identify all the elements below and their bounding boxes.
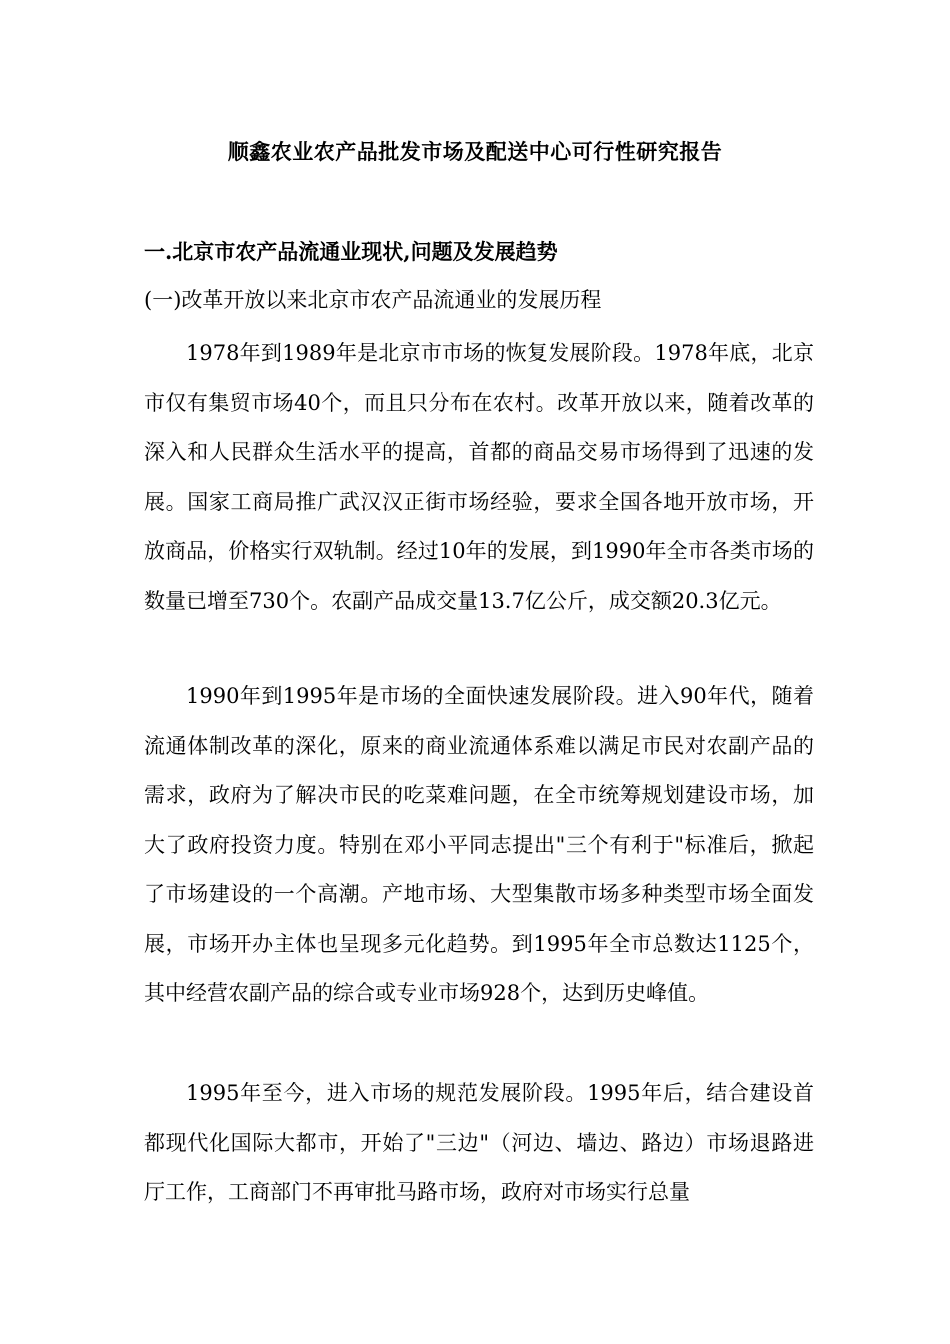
body-paragraph-1: 1978年到1989年是北京市市场的恢复发展阶段。1978年底，北京市仅有集贸市场40个，而且只分布在农村。改革开放以来，随着改革的深入和人民群众生活水平的提高，首都的商品交易市场得到了迅速的发展。国家工商局推广武汉汉正街市场经验，要求全国各地开放市场，开放商品，价格实行双轨制。经过10年的发展，到1990年全市各类市场的数量已增至730个。农副产品成交量13.7亿公斤，成交额20.3亿元。 xyxy=(144,341,814,613)
subsection-heading: (一)改革开放以来北京市农产品流通业的发展历程 xyxy=(144,288,602,312)
body-paragraph-2: 1990年到1995年是市场的全面快速发展阶段。进入90年代，随着流通体制改革的深化，原来的商业流通体系难以满足市民对农副产品的需求，政府为了解决市民的吃菜难问题，在全市统筹规划建设市场，加大了政府投资力度。特别在邓小平同志提出"三个有利于"标准后，掀起了市场建设的一个高潮。产地市场、大型集散市场多种类型市场全面发展，市场开办主体也呈现多元化趋势。到1995年全市总数达1125个，其中经营农副产品的综合或专业市场928个，达到历史峰值。 xyxy=(144,684,814,1005)
section-heading: 一.北京市农产品流通业现状,问题及发展趋势 xyxy=(144,239,558,264)
document-title: 顺鑫农业农产品批发市场及配送中心可行性研究报告 xyxy=(227,139,723,164)
body-paragraph-3: 1995年至今，进入市场的规范发展阶段。1995年后，结合建设首都现代化国际大都市，开始了"三边"（河边、墙边、路边）市场退路进厅工作，工商部门不再审批马路市场，政府对市场实行总量 xyxy=(144,1081,814,1204)
